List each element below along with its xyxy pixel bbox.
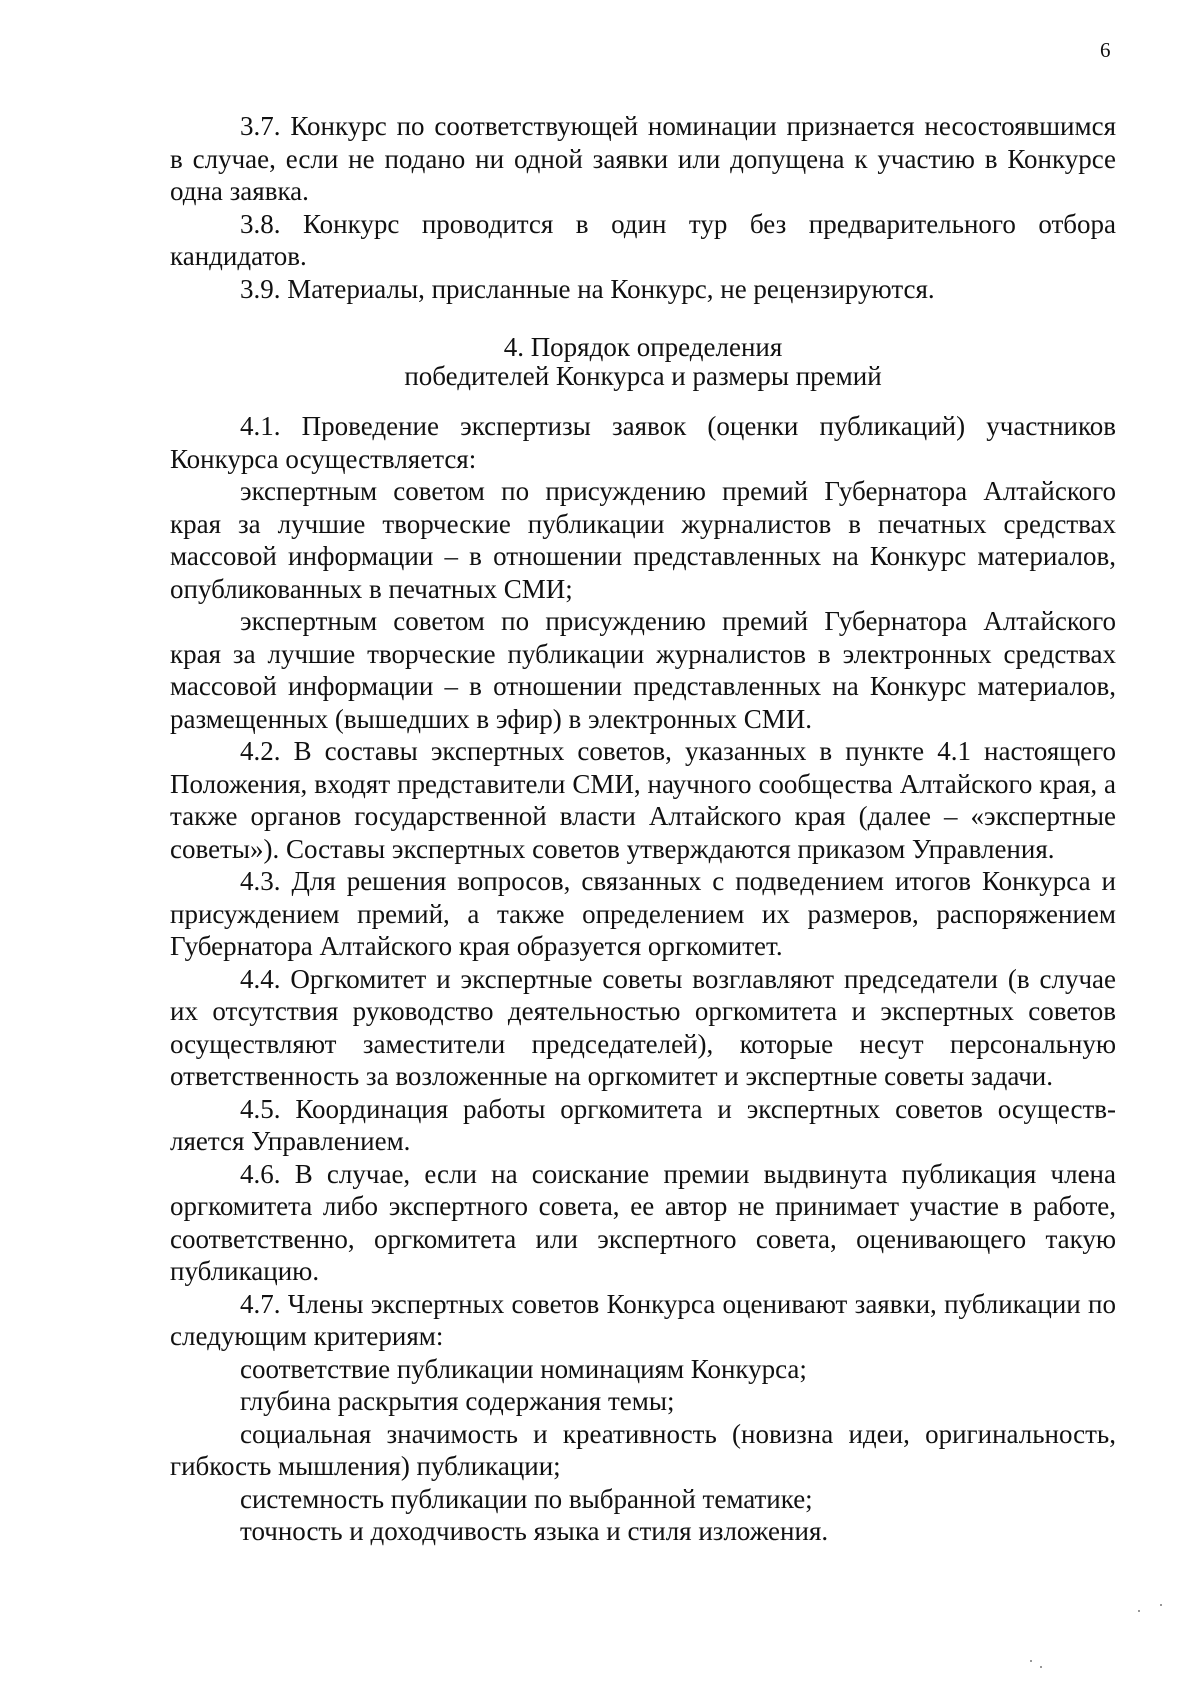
section-heading-line-2: победителей Конкурса и размеры премий (404, 361, 882, 391)
criteria-item: глубина раскрытия содержания темы; (240, 1386, 675, 1416)
list-item-print-council: экспертным советом по присуждению премий Губернатора Алтайского края за лучшие творческие публикации журналистов в печатных средствах массовой информации – в отношении представленных на Конкурс материалов, опубликованных в печатных СМИ; (170, 476, 1116, 604)
criteria-item: системность публикации по выбранной тематике; (240, 1483, 813, 1514)
paragraph-3-7: 3.7. Конкурс по соответствующей номинации признается несостоявшимся в случае, если не подано ни одной заявки или допущена к участию в Конкурсе одна заявка. (170, 111, 1116, 206)
criteria-item: точность и доходчивость языка и стиля изложения. (240, 1516, 829, 1546)
paragraph-4-7: 4.7. Члены экспертных советов Конкурса оценивают заявки, публикации по следующим критериям: (170, 1288, 1116, 1351)
scan-speck (1160, 1604, 1162, 1606)
scan-speck (1040, 1666, 1042, 1668)
paragraph-4-2: 4.2. В составы экспертных советов, указанных в пункте 4.1 настоящего Положения, входят представители СМИ, научного сообщества Алтайского края, а также органов государственной власти Алтайского края (далее – «экспертные советы»). Составы экспертных советов утверждаются приказом Управления. (170, 736, 1116, 864)
document-body (170, 110, 1116, 1548)
paragraph-4-5: 4.5. Координация работы оргкомитета и экспертных советов осуществляется Управлением. (170, 1093, 1116, 1156)
scan-speck (1138, 1610, 1140, 1612)
paragraph-4-4: 4.4. Оргкомитет и экспертные советы возглавляют председатели (в случае их отсутствия руководство деятельностью оргкомитета и экспертных советов осуществляют заместители председателей), которые несут персональную ответственность за возложенные на оргкомитет и экспертные советы задачи. (170, 963, 1116, 1091)
criteria-item: соответствие публикации номинациям Конкурса; (240, 1353, 807, 1384)
section-heading-line-1: 4. Порядок определения (503, 332, 783, 362)
paragraph-3-9: 3.9. Материалы, присланные на Конкурс, не рецензируются. (240, 273, 935, 304)
scan-speck (1030, 1660, 1032, 1662)
paragraph-3-8: 3.8. Конкурс проводится в один тур без предварительного отбора кандидатов. (170, 208, 1116, 271)
paragraph-4-6: 4.6. В случае, если на соискание премии выдвинута публикация члена оргкомитета либо экспертного совета, ее автор не принимает участие в работе, соответственно, оргкомитета или экспертного совета, оценивающего такую публикацию. (170, 1158, 1116, 1286)
criteria-item: социальная значимость и креативность (новизна идеи, оригинальность, гибкость мышления) публикации; (170, 1418, 1116, 1481)
list-item-electronic-council: экспертным советом по присуждению премий Губернатора Алтайского края за лучшие творческие публикации журналистов в электронных средствах массовой информации – в отношении представленных на Конкурс материалов, размещенных (вышедших в эфир) в электронных СМИ. (170, 606, 1116, 734)
paragraph-4-3: 4.3. Для решения вопросов, связанных с подведением итогов Конкурса и присуждением премий, а также определением их размеров, распоряжением Губернатора Алтайского края образуется оргкомитет. (170, 866, 1116, 961)
paragraph-4-1: 4.1. Проведение экспертизы заявок (оценки публикаций) участников Конкурса осуществляется: (170, 411, 1116, 474)
page-number: 6 (1100, 38, 1111, 62)
section-heading (170, 333, 1116, 391)
